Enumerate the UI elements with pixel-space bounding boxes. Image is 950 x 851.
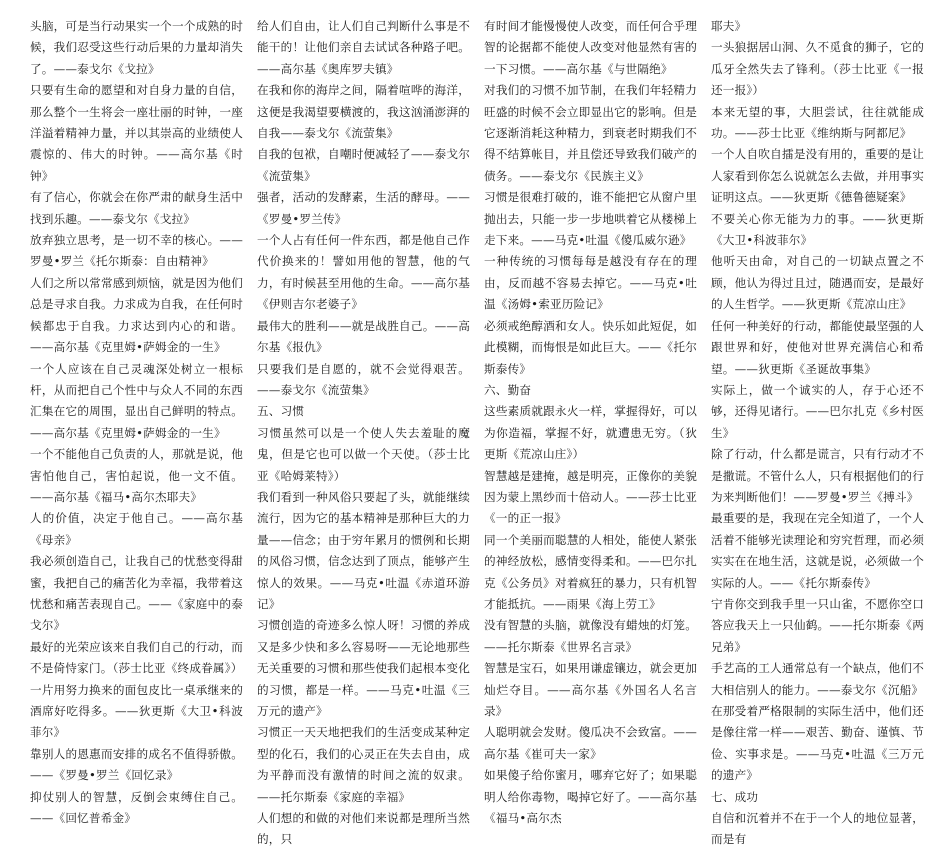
quote-paragraph: 没有智慧的头脑，就像没有蜡烛的灯笼。——托尔斯泰《世界名言录》 — [484, 618, 697, 654]
quote-paragraph: 对我们的习惯不加节制，在我们年轻精力旺盛的时候不会立即显出它的影响。但是它逐渐消耗这种精力，到衰老时期我们不得不结算帐目，并且偿还导致我们破产的债务。——泰戈尔《民族主义》 — [484, 83, 697, 183]
quote-paragraph: 人的价值，决定于他自己。——高尔基《母亲》 — [30, 511, 243, 547]
quote-paragraph: 除了行动，什么都是谎言，只有行动才不是撒谎。不管什么人，只有根据他们的行为来判断他们！——罗曼•罗兰《搏斗》 — [711, 447, 924, 504]
quote-paragraph: 放弃独立思考，是一切不幸的核心。——罗曼•罗兰《托尔斯泰：自由精神》 — [30, 233, 243, 269]
quote-paragraph: 一个不能他自己负责的人，那就是说，他害怕他自己，害怕起说，他一文不值。——高尔基《福马•高尔杰耶夫》 — [30, 447, 243, 504]
text-column-1 — [30, 16, 243, 826]
quote-paragraph: 一个人应该在自己灵魂深处树立一根标杆，从而把自己个性中与众人不同的东西汇集在它的周围，显出自己鲜明的特点。——高尔基《克里姆•萨姆金的一生》 — [30, 361, 243, 440]
quote-paragraph: 给人们自由，让人们自己判断什么事是不能干的！让他们亲自去试试各种路子吧。——高尔基《奥库罗夫镇》 — [257, 19, 470, 76]
quote-paragraph: 只要有生命的愿望和对自身力量的自信，那么整个一生将会一座壮丽的时钟，一座洋溢着精神力量，并以其崇高的业绩使人震惊的、伟大的时钟。——高尔基《时钟》 — [30, 83, 243, 183]
quote-paragraph: 习惯创造的奇迹多么惊人呀！习惯的养成又是多少快和多么容易呀——无论地那些无关重要的习惯和那些使我们起根本变化的习惯，都是一样。——马克•吐温《三万元的遗产》 — [257, 618, 470, 718]
quote-paragraph: 一种传统的习惯每每是越没有存在的理由，反而越不容易去掉它。——马克•吐温《汤姆•索亚历险记》 — [484, 254, 697, 312]
quote-paragraph: 最伟大的胜利——就是战胜自己。——高尔基《报仇》 — [257, 318, 470, 355]
quote-paragraph: 本来无望的事，大胆尝试，往往就能成功。——莎士比亚《维纳斯与阿都尼》 — [711, 104, 924, 141]
quote-paragraph: 必须戒绝醇酒和女人。快乐如此短促，如此模糊，而悔恨是如此巨大。——《托尔斯泰传》 — [484, 318, 697, 376]
quote-paragraph: 习惯是很难打破的，谁不能把它从窗户里抛出去，只能一步一步地哄着它从楼梯上走下来。——马克•吐温《傻瓜威尔逊》 — [484, 190, 697, 248]
quote-paragraph: 头脑，可是当行动果实一个一个成熟的时候，我们忍受这些行动后果的力量却消失了。——泰戈尔《戈拉》 — [30, 19, 243, 76]
quote-paragraph: 我们看到一种风俗只要起了头，就能继续流行，因为它的基本精神是那种巨大的力量——信念；由于穷年累月的惯例和长期的风俗习惯，信念达到了顶点，能够产生惊人的效果。——马克•吐温《赤道环游记》 — [257, 489, 470, 611]
quote-paragraph: 智慧是宝石，如果用谦虚镶边，就会更加灿烂夺目。——高尔基《外国名人名言录》 — [484, 661, 697, 718]
quote-paragraph: 自我的包袱，自嘲时便减轻了——泰戈尔《流萤集》 — [257, 147, 470, 183]
section-heading-diligence: 六、勤奋 — [484, 382, 532, 397]
quote-paragraph: 只要我们是自愿的，就不会觉得艰苦。——泰戈尔《流萤集》 — [257, 361, 470, 397]
quote-paragraph: 实际上，做一个诚实的人，存于心还不够，还得见诸行。——巴尔扎克《乡村医生》 — [711, 382, 924, 440]
quote-paragraph: 不要关心你无能为力的事。——狄更斯《大卫•科波菲尔》 — [711, 211, 924, 248]
quote-paragraph: 习惯正一天天地把我们的生活变成某种定型的化石，我们的心灵正在失去自由，成为平静而没有激情的时间之流的奴隶。——托尔斯泰《家庭的幸福》 — [257, 725, 470, 804]
quote-paragraph: 宁肯你交到我手里一只山雀，不愿你空口答应我天上一只仙鹤。——托尔斯泰《两兄弟》 — [711, 596, 924, 654]
quote-paragraph: 同一个美丽而聪慧的人相处，能使人紧张的神经放松，感情变得柔和。——巴尔扎克《公务员》对着疯狂的暴力，只有机智才能抵抗。——雨果《海上劳工》 — [484, 532, 697, 611]
quote-paragraph: 一片用努力换来的面包皮比一桌承继来的酒席好吃得多。——狄更斯《大卫•科波菲尔》 — [30, 682, 243, 740]
quote-paragraph: 人聪明就会发财。傻瓜决不会致富。——高尔基《崔可夫一家》 — [484, 725, 697, 761]
quote-paragraph: 一个人占有任何一件东西，都是他自己作代价换来的！譬如用他的智慧，他的气力，有时候甚至用他的生命。——高尔基《伊则吉尔老婆子》 — [257, 233, 470, 312]
quote-paragraph: 一头狼据居山洞、久不觅食的狮子，它的瓜牙全然失去了锋利。（莎士比亚《一报还一报》） — [711, 40, 924, 98]
quote-paragraph: 我必须创造自己，让我自己的忧愁变得甜蜜，我把自己的痛苦化为幸福，我带着这忧愁和痛苦表现自己。——《家庭中的泰戈尔》 — [30, 554, 243, 633]
quote-paragraph: 耶夫》 — [711, 19, 747, 33]
quote-paragraph: 习惯虽然可以是一个使人失去羞耻的魔鬼，但是它也可以做一个天使。（莎士比亚《哈姆莱特》） — [257, 425, 470, 483]
section-heading-habit: 五、习惯 — [257, 404, 305, 419]
text-column-4 — [711, 16, 924, 847]
quote-paragraph: 这些素质就跟永火一样，掌握得好，可以为你造福，掌握不好，就遭患无穷。（狄更斯《荒凉山庄》） — [484, 404, 697, 462]
quote-paragraph: 人们想的和做的对他们来说都是理所当然的，只 — [257, 811, 470, 847]
text-column-3 — [484, 16, 697, 826]
quote-paragraph: 自信和沉着并不在于一个人的地位显著，而是有 — [711, 811, 924, 847]
quote-paragraph: 抑仗别人的智慧，反倒会束缚住自己。——《回忆普希金》 — [30, 789, 243, 826]
text-column-2 — [257, 16, 470, 847]
quote-paragraph: 强者，活动的发酵素，生活的酵母。——《罗曼•罗兰传》 — [257, 190, 470, 226]
quote-paragraph: 如果傻子给你蜜月，哪弃它好了；如果聪明人给你毒物，喝掉它好了。——高尔基《福马•高尔杰 — [484, 768, 697, 826]
quote-paragraph: 人们之所以常常感到烦恼，就是因为他们总是寻求自我。力求成为自我，在任何时候都忠于自我。力求达到内心的和谐。——高尔基《克里姆•萨姆金的一生》 — [30, 275, 243, 355]
section-heading-success: 七、成功 — [711, 789, 759, 804]
quote-paragraph: 在那受着严格限制的实际生活中，他们还是像往常一样——艰苦、勤奋、谨慎、节俭、实事求是。——马克•吐温《三万元的遗产》 — [711, 704, 924, 783]
quote-paragraph: 在我和你的海岸之间，隔着喧哗的海洋，这便是我渴望要横渡的，我这汹涌澎湃的自我——泰戈尔《流萤集》 — [257, 83, 470, 141]
quote-paragraph: 最好的光荣应该来自我们自己的行动，而不是倚恃家门。（莎士比亚《终成眷属》） — [30, 639, 243, 676]
quote-paragraph: 任何一种美好的行动，都能使最坚强的人跟世界和好，使他对世界充满信心和希望。——狄更斯《圣诞故事集》 — [711, 318, 924, 376]
quote-paragraph: 智慧越是建掩，越是明亮，正像你的美貌因为蒙上黑纱而十倍动人。——莎士比亚《一的正一报》 — [484, 468, 697, 526]
quote-paragraph: 有时间才能慢慢使人改变，而任何合乎理智的论据都不能使人改变对他显然有害的一下习惯。——高尔基《与世隔绝》 — [484, 19, 697, 76]
quote-paragraph: 靠别人的恩惠而安排的成名不值得骄傲。——《罗曼•罗兰《回忆录》 — [30, 746, 243, 783]
quote-paragraph: 有了信心，你就会在你严肃的献身生活中找到乐趣。——泰戈尔《戈拉》 — [30, 190, 243, 226]
quote-paragraph: 一个人自吹自擂是没有用的，重要的是让人家看到你怎么说就怎么去做，并用事实证明这点。——狄更斯《德鲁德疑案》 — [711, 147, 924, 205]
quote-paragraph: 最重要的是，我现在完全知道了，一个人活着不能够光读理论和穷究哲理，而必须实实在在地生活，这就是说，必须做一个实际的人。——《托尔斯泰传》 — [711, 511, 924, 590]
quote-paragraph: 他听天由命，对自己的一切缺点置之不顾，他认为得过且过，随遇而安，是最好的人生哲学。——狄更斯《荒凉山庄》 — [711, 254, 924, 312]
quote-paragraph: 手艺高的工人通常总有一个缺点，他们不大相信别人的能力。——泰戈尔《沉船》 — [711, 661, 924, 697]
